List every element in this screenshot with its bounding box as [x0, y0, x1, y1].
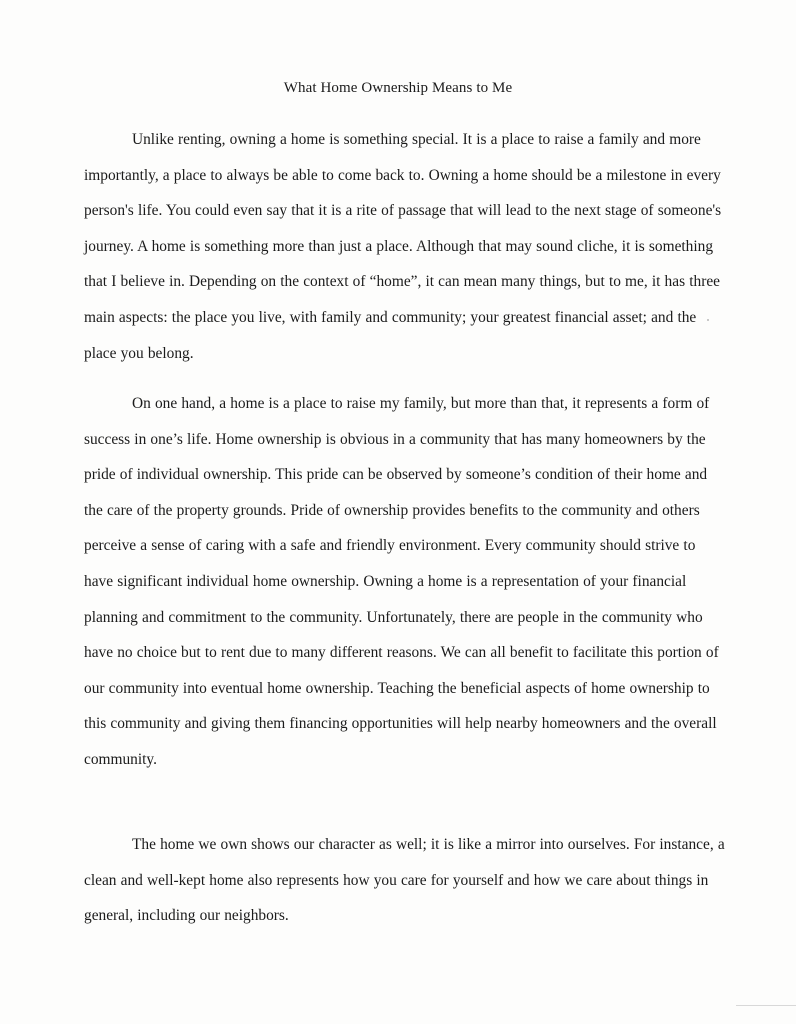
scan-speck	[707, 319, 709, 321]
page-title: What Home Ownership Means to Me	[283, 80, 513, 96]
paragraph-3: The home we own shows our character as well; it is like a mirror into ourselves. For instance, a clean and well-kept home also represents how you care for yourself and how we care about things in general, including our neighbors.	[84, 836, 725, 925]
paragraph-2: On one hand, a home is a place to raise my family, but more than that, it represents a form of success in one’s life. Home ownership is obvious in a community that has many homeowners by the pride of individual ownership. This pride can be observed by someone’s condition of their home and the care of the property grounds. Pride of ownership provides benefits to the community and others perceive a sense of caring with a safe and friendly environment. Every community should strive to have significant individual home ownership. Owning a home is a representation of your financial planning and commitment to the community. Unfortunately, there are people in the community who have no choice but to rent due to many different reasons. We can all benefit to facilitate this portion of our community into eventual home ownership. Teaching the beneficial aspects of home ownership to this community and giving them financing opportunities will help nearby homeowners and the overall community.	[84, 395, 719, 768]
paragraph-1: Unlike renting, owning a home is something special. It is a place to raise a family and more importantly, a place to always be able to come back to. Owning a home should be a milestone in every person's life. You could even say that it is a rite of passage that will lead to the next stage of someone's journey. A home is something more than just a place. Although that may sound cliche, it is something that I believe in. Depending on the context of “home”, it can mean many things, but to me, it has three main aspects: the place you live, with family and community; your greatest financial asset; and the place you belong.	[84, 131, 722, 362]
scan-edge-line	[736, 1005, 796, 1006]
